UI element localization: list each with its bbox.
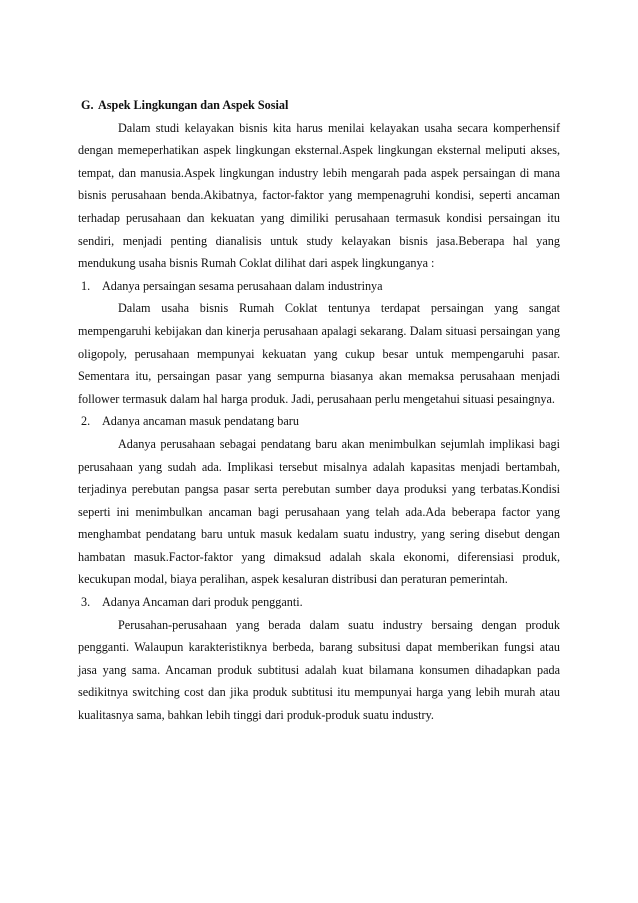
intro-paragraph: Dalam studi kelayakan bisnis kita harus menilai kelayakan usaha secara komperhensif dengan memeperhatikan aspek lingkungan eksternal.Aspek lingkungan eksternal meliputi akses, tempat, dan manusia.Aspek lingkungan industry lebih mengarah pada aspek persaingan di mana bisnis perusahaan benda.Akibatnya, factor-faktor yang mempenagruhi kondisi, seperti ancaman terhadap perusahaan dan kekuatan yang dimiliki perusahaan termasuk kondisi persaingan itu sendiri, menjadi penting dianalisis untuk study kelayakan bisnis jasa.Beberapa hal yang mendukung usaha bisnis Rumah Coklat dilihat dari aspek lingkunganya : (78, 120, 560, 271)
list-item-heading (78, 591, 560, 614)
list-item-number: 2. (81, 414, 91, 429)
list-item-title: Adanya Ancaman dari produk pengganti. (102, 595, 303, 610)
section-title: Aspek Lingkungan dan Aspek Sosial (98, 98, 289, 112)
document-page (78, 94, 560, 727)
list-item-paragraph: Perusahan-perusahaan yang berada dalam suatu industry bersaing dengan produk pengganti. Walaupun karakteristiknya berbeda, barang subsitusi dapat memberikan fungsi atau jasa yang sama. Ancaman produk subtitusi adalah kuat bilamana konsumen dihadapkan pada sedikitnya switching cost dan jika produk subtitusi itu mempunyai harga yang lebih murah atau kualitasnya sama, bahkan lebih tinggi dari produk-produk suatu industry. (78, 617, 560, 723)
list-item-paragraph: Adanya perusahaan sebagai pendatang baru akan menimbulkan sejumlah implikasi bagi perusahaan yang sudah ada. Implikasi tersebut misalnya adalah kapasitas menjadi bertambah, terjadinya perebutan pangsa pasar serta perebutan sumber daya produksi yang terbatas.Kondisi seperti ini menimbulkan ancaman bagi perusahaan yang telah ada.Ada beberapa factor yang menghambat pendatang baru untuk masuk kedalam suatu industry, yang sering disebut dengan hambatan masuk.Factor-faktor yang dimaksud adalah skala ekonomi, diferensiasi produk, kecukupan modal, biaya peralihan, aspek kesaluran distribusi dan peraturan pemerintah. (78, 436, 560, 587)
list-item-heading (78, 275, 560, 298)
list-item-number: 1. (81, 278, 91, 293)
list-item-number: 3. (81, 595, 91, 610)
section-number: G. (81, 98, 94, 112)
list-item-paragraph: Dalam usaha bisnis Rumah Coklat tentunya terdapat persaingan yang sangat mempengaruhi kebijakan dan kinerja perusahaan apalagi sekarang. Dalam situasi persaingan yang oligopoly, perusahaan mempunyai kekuatan yang cukup besar untuk mempengaruhi pasar. Sementara itu, persaingan pasar yang sempurna biasanya akan memaksa perusahaan menjadi follower termasuk dalam hal harga produk. Jadi, perusahaan perlu mengetahui situasi pesaingnya. (78, 301, 560, 406)
section-heading (78, 94, 560, 117)
list-item-title: Adanya persaingan sesama perusahaan dalam industrinya (102, 278, 383, 293)
list-item-heading (78, 410, 560, 433)
list-item-title: Adanya ancaman masuk pendatang baru (102, 414, 299, 429)
